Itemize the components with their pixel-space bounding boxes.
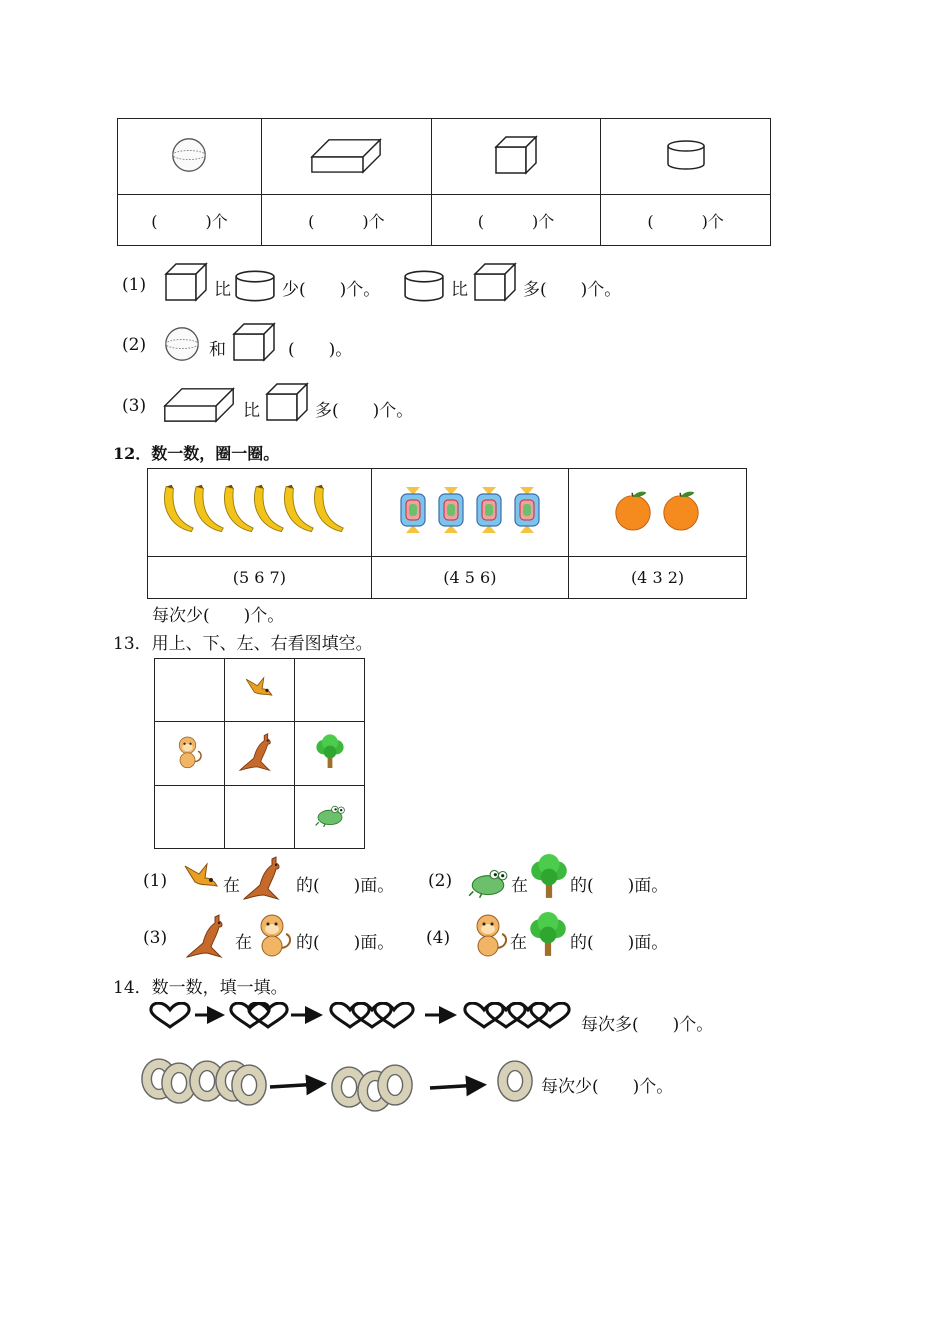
bird-icon bbox=[181, 860, 221, 894]
heart-icon bbox=[531, 1003, 569, 1027]
part-number: (1) bbox=[143, 871, 168, 891]
connector-text: 在 bbox=[235, 933, 252, 953]
monkey-icon bbox=[254, 912, 294, 958]
cube-icon bbox=[473, 262, 517, 302]
connector-text: 在 bbox=[223, 876, 240, 896]
ring-icon bbox=[232, 1065, 266, 1105]
heart-icon bbox=[375, 1003, 413, 1027]
banana-icons bbox=[159, 481, 359, 541]
candy-icons bbox=[396, 485, 544, 537]
orange-options[interactable]: (4 3 2) bbox=[569, 557, 747, 599]
blank-sphere[interactable]: ( )个 bbox=[118, 195, 262, 246]
sphere-icon bbox=[171, 137, 207, 173]
compare-text: 比 bbox=[451, 280, 468, 300]
answer-blank-text[interactable]: 的( )面。 bbox=[570, 876, 669, 896]
shape-table bbox=[117, 118, 771, 246]
shape-cell-sphere bbox=[118, 119, 262, 195]
connector-text: 在 bbox=[511, 876, 528, 896]
grid-cell-empty bbox=[224, 786, 294, 849]
cube-icon bbox=[232, 322, 276, 362]
shape-cell-cylinder bbox=[601, 119, 771, 195]
monkey-icon bbox=[174, 734, 204, 770]
sphere-icon bbox=[164, 326, 200, 362]
hearts-sequence bbox=[145, 998, 580, 1034]
q12-title: 12．数一数，圈一圈。 bbox=[113, 444, 280, 463]
candy-options[interactable]: (4 5 6) bbox=[371, 557, 568, 599]
heart-icon bbox=[465, 1003, 503, 1027]
q14-title: 14．数一数，填一填。 bbox=[113, 978, 288, 998]
grid-cell-monkey bbox=[155, 722, 225, 786]
candy-group bbox=[371, 469, 568, 557]
heart-icon bbox=[353, 1003, 391, 1027]
arrow-icon bbox=[270, 1084, 320, 1087]
compare-text: 比 bbox=[214, 280, 231, 300]
banana-group bbox=[148, 469, 372, 557]
heart-icon bbox=[509, 1003, 547, 1027]
grid-cell-bird bbox=[224, 659, 294, 722]
cube-icon bbox=[494, 135, 538, 175]
position-grid bbox=[154, 658, 365, 849]
kangaroo-icon bbox=[237, 732, 281, 772]
answer-blank-text[interactable]: 的( )面。 bbox=[570, 933, 669, 953]
part-number: (2) bbox=[122, 335, 147, 355]
hearts-answer[interactable]: 每次多( )个。 bbox=[581, 1015, 714, 1035]
q13-title: 13．用上、下、左、右看图填空。 bbox=[113, 634, 373, 654]
part-number: (2) bbox=[428, 871, 453, 891]
answer-blank-text[interactable]: 多( )个。 bbox=[523, 280, 622, 300]
heart-icon bbox=[487, 1003, 525, 1027]
cuboid-icon bbox=[162, 385, 236, 423]
grid-cell-frog bbox=[295, 786, 365, 849]
tree-icon bbox=[528, 854, 570, 900]
tree-icon bbox=[314, 734, 346, 770]
shape-cell-cuboid bbox=[261, 119, 431, 195]
compare-text: 比 bbox=[243, 401, 260, 421]
answer-blank-text[interactable]: ( )。 bbox=[288, 340, 353, 360]
monkey-icon bbox=[470, 912, 510, 958]
grid-cell-empty bbox=[295, 659, 365, 722]
blank-cuboid[interactable]: ( )个 bbox=[261, 195, 431, 246]
frog-icon bbox=[467, 866, 509, 898]
blank-cylinder[interactable]: ( )个 bbox=[601, 195, 771, 246]
orange-group bbox=[569, 469, 747, 557]
q12-answer[interactable]: 每次少( )个。 bbox=[152, 606, 285, 626]
part-number: (4) bbox=[426, 928, 451, 948]
orange-icons bbox=[612, 489, 704, 533]
connector-text: 在 bbox=[510, 933, 527, 953]
grid-cell-kangaroo bbox=[224, 722, 294, 786]
cylinder-icon bbox=[666, 140, 706, 170]
grid-cell-empty bbox=[155, 659, 225, 722]
ring-icon bbox=[498, 1061, 532, 1101]
grid-cell-tree bbox=[295, 722, 365, 786]
answer-blank-text[interactable]: 的( )面。 bbox=[296, 876, 395, 896]
tree-icon bbox=[527, 912, 569, 958]
kangaroo-icon bbox=[184, 913, 234, 959]
answer-blank-text[interactable]: 的( )面。 bbox=[296, 933, 395, 953]
grid-cell-empty bbox=[155, 786, 225, 849]
part-number: (1) bbox=[122, 275, 147, 295]
connector-text: 和 bbox=[209, 340, 226, 360]
part-number: (3) bbox=[122, 396, 147, 416]
shape-cell-cube bbox=[431, 119, 601, 195]
heart-icon bbox=[331, 1003, 369, 1027]
bird-icon bbox=[243, 674, 275, 702]
cube-icon bbox=[164, 262, 208, 302]
part-number: (3) bbox=[143, 928, 168, 948]
q12-table bbox=[147, 468, 747, 599]
rings-answer[interactable]: 每次少( )个。 bbox=[541, 1077, 674, 1097]
cube-icon bbox=[265, 382, 309, 422]
answer-blank-text[interactable]: 多( )个。 bbox=[315, 401, 414, 421]
banana-options[interactable]: (5 6 7) bbox=[148, 557, 372, 599]
kangaroo-icon bbox=[241, 855, 291, 901]
frog-icon bbox=[314, 803, 346, 827]
answer-blank-text[interactable]: 少( )个。 bbox=[282, 280, 381, 300]
cylinder-icon bbox=[403, 270, 445, 302]
rings-sequence bbox=[140, 1055, 540, 1117]
ring-icon bbox=[378, 1065, 412, 1105]
heart-icon bbox=[151, 1003, 189, 1027]
blank-cube[interactable]: ( )个 bbox=[431, 195, 601, 246]
cuboid-icon bbox=[310, 136, 382, 174]
cylinder-icon bbox=[234, 270, 276, 302]
arrow-icon bbox=[430, 1085, 480, 1088]
